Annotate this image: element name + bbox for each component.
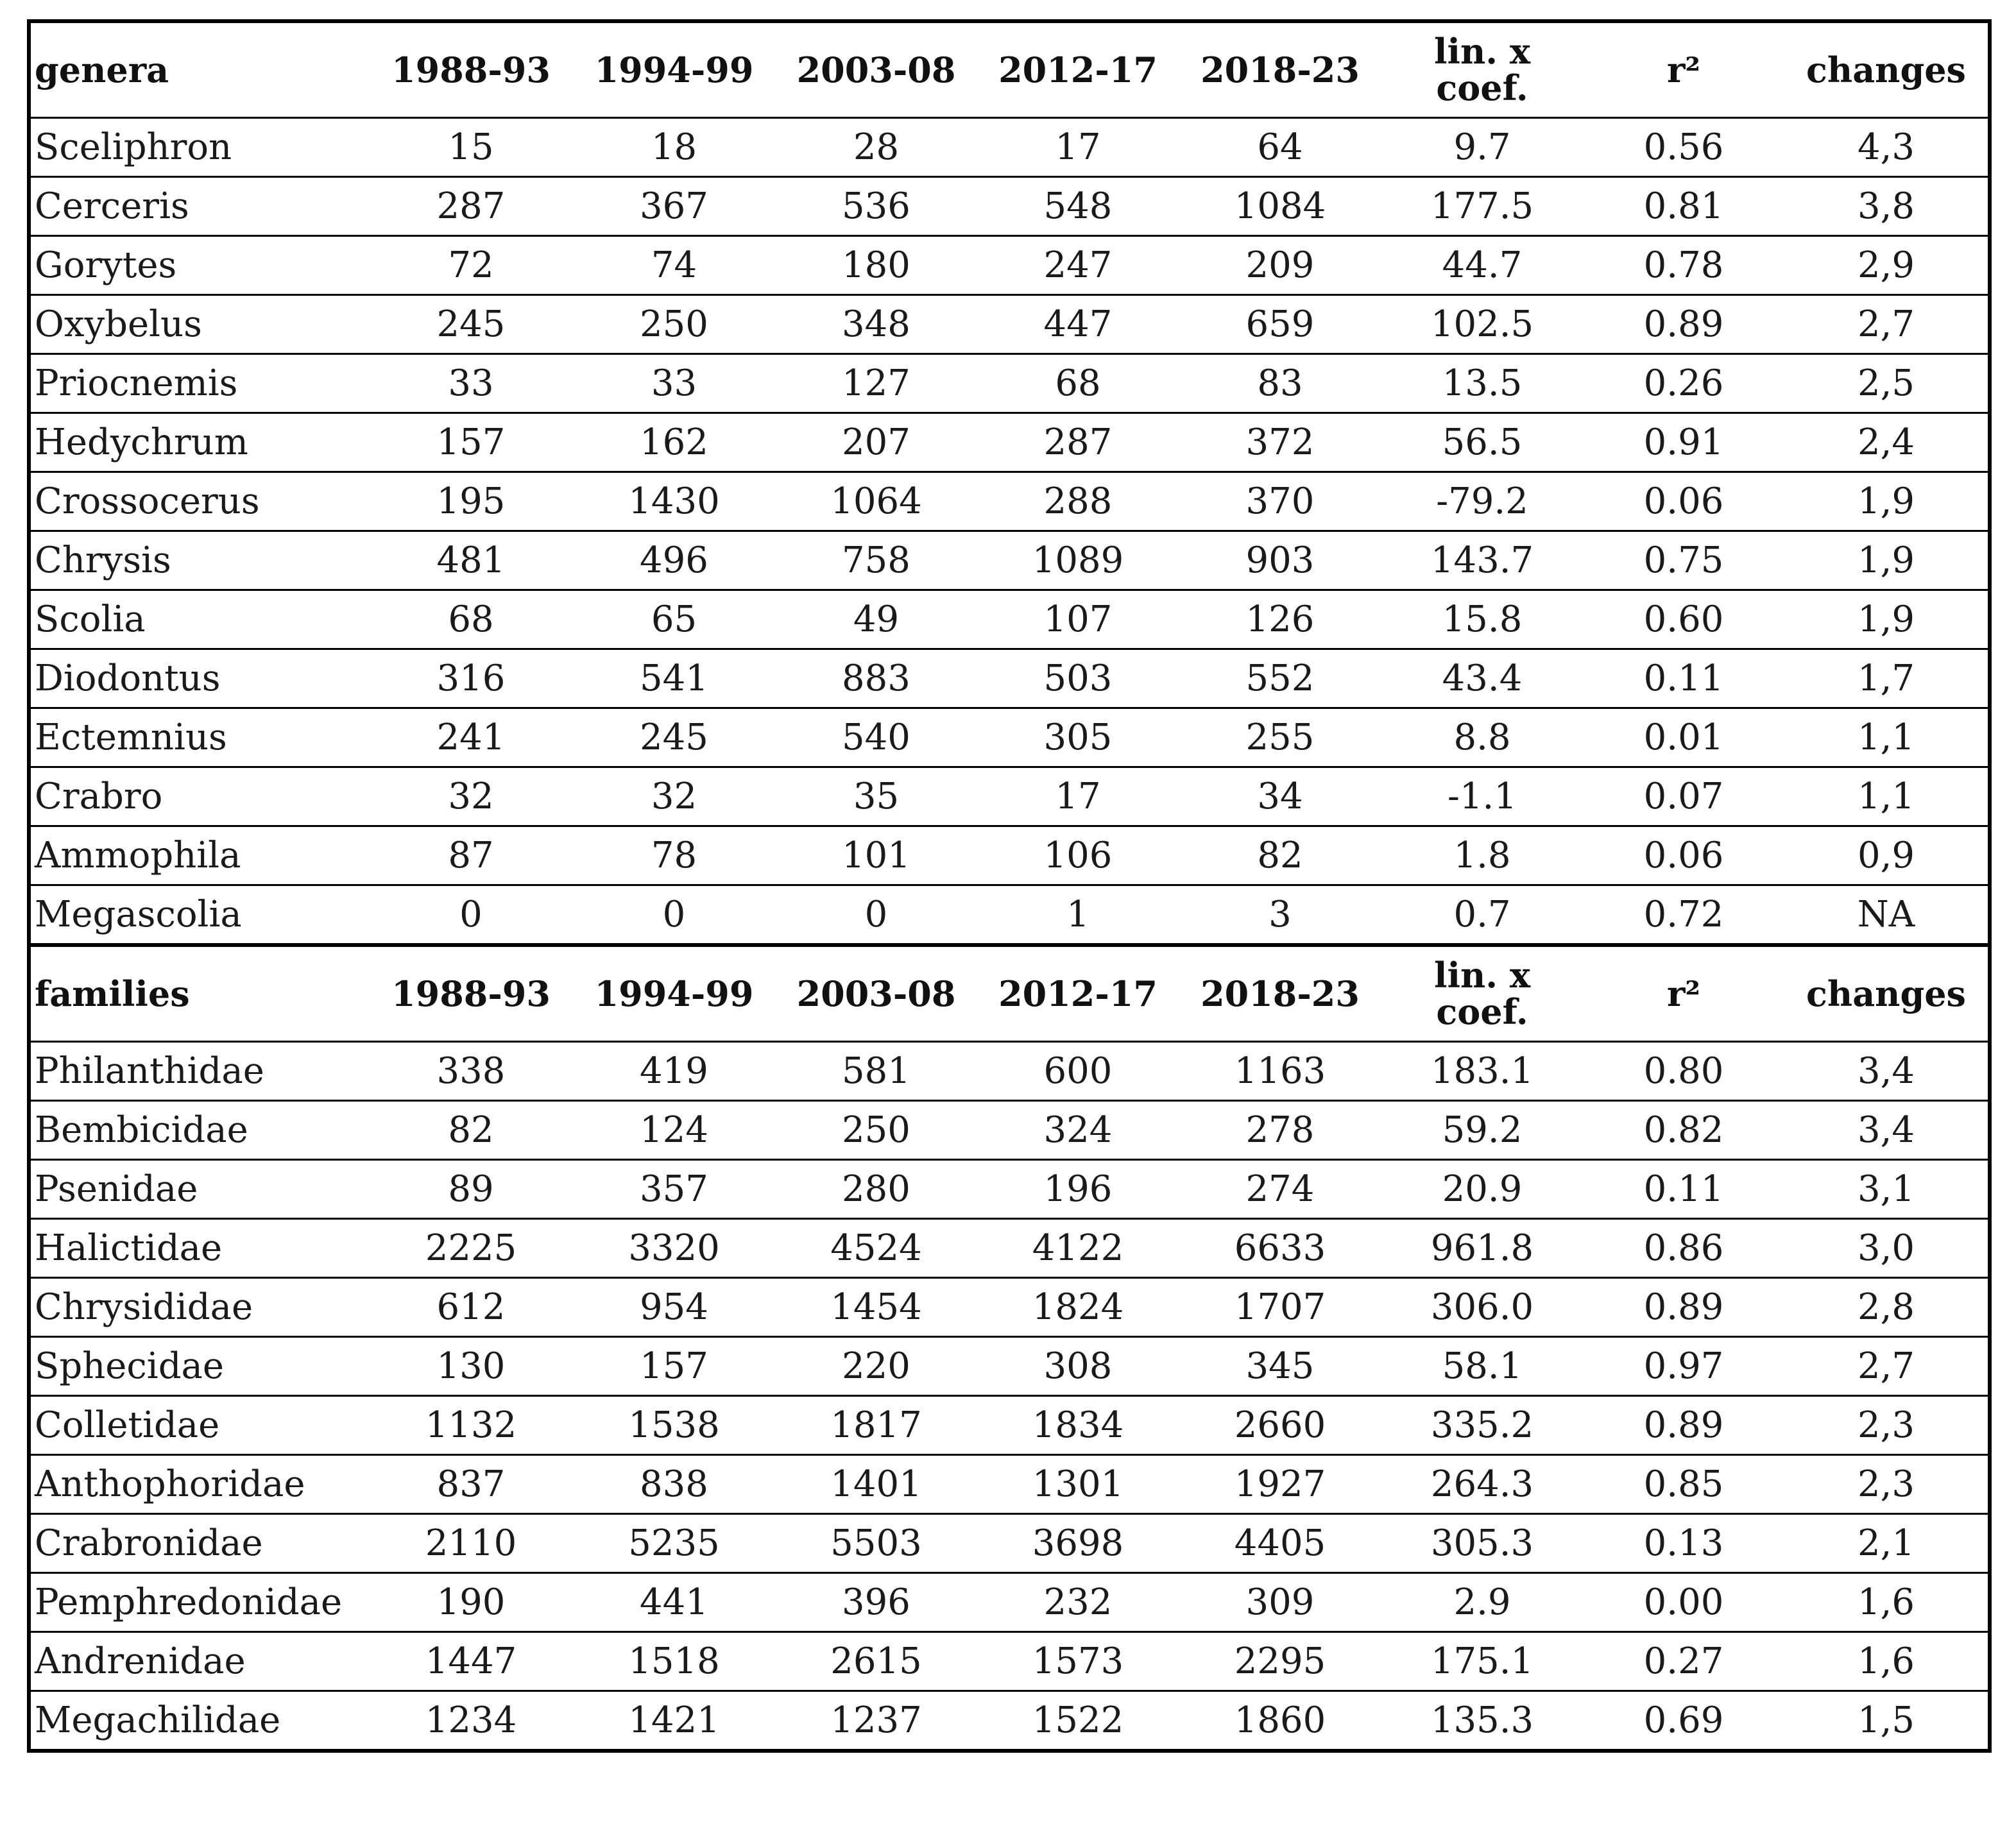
table-cell: 102.5	[1381, 295, 1583, 354]
row-label: Andrenidae	[29, 1632, 369, 1691]
table-cell: 35	[775, 767, 977, 826]
row-label: Bembicidae	[29, 1101, 369, 1160]
table-cell: 2,7	[1784, 1337, 1990, 1396]
table-cell: 2,5	[1784, 354, 1990, 413]
table-cell: 83	[1179, 354, 1381, 413]
table-cell: 316	[369, 649, 573, 708]
table-cell: 195	[369, 472, 573, 531]
table-cell: 961.8	[1381, 1219, 1583, 1278]
table-cell: 0.11	[1583, 649, 1784, 708]
table-cell: 1430	[573, 472, 775, 531]
column-header: 1988-93	[369, 945, 573, 1042]
table-cell: 33	[369, 354, 573, 413]
table-cell: 1834	[977, 1396, 1179, 1455]
table-cell: 264.3	[1381, 1455, 1583, 1514]
table-row	[29, 1691, 1990, 1751]
table-cell: 65	[573, 590, 775, 649]
column-header: lin. x coef.	[1381, 945, 1583, 1042]
column-header: r²	[1583, 21, 1784, 118]
table-cell: 1454	[775, 1278, 977, 1337]
table-cell: 0.01	[1583, 708, 1784, 767]
row-label: Ectemnius	[29, 708, 369, 767]
table-cell: 9.7	[1381, 118, 1583, 177]
table-cell: 1522	[977, 1691, 1179, 1751]
table-cell: 2615	[775, 1632, 977, 1691]
table-cell: 1,7	[1784, 649, 1990, 708]
table-cell: 1,9	[1784, 590, 1990, 649]
table-cell: 1064	[775, 472, 977, 531]
table-cell: 447	[977, 295, 1179, 354]
table-cell: 17	[977, 118, 1179, 177]
table-cell: 232	[977, 1573, 1179, 1632]
table-cell: 1447	[369, 1632, 573, 1691]
table-row	[29, 531, 1990, 590]
table-cell: 600	[977, 1042, 1179, 1101]
table-cell: 287	[369, 177, 573, 236]
row-label: Chrysis	[29, 531, 369, 590]
table-cell: 1,1	[1784, 767, 1990, 826]
table-cell: 15.8	[1381, 590, 1583, 649]
section-label: genera	[29, 21, 369, 118]
table-cell: 3,0	[1784, 1219, 1990, 1278]
table-cell: 3	[1179, 885, 1381, 946]
table-cell: 2110	[369, 1514, 573, 1573]
table-cell: 18	[573, 118, 775, 177]
table-row	[29, 413, 1990, 472]
table-row	[29, 1514, 1990, 1573]
table-cell: 503	[977, 649, 1179, 708]
table-cell: 130	[369, 1337, 573, 1396]
table-cell: 3698	[977, 1514, 1179, 1573]
row-label: Anthophoridae	[29, 1455, 369, 1514]
table-cell: 0.27	[1583, 1632, 1784, 1691]
table-cell: 49	[775, 590, 977, 649]
section-label: families	[29, 945, 369, 1042]
table-cell: 3,4	[1784, 1101, 1990, 1160]
table-cell: 0.69	[1583, 1691, 1784, 1751]
table-cell: 245	[369, 295, 573, 354]
table-row	[29, 354, 1990, 413]
table-cell: 1518	[573, 1632, 775, 1691]
table-cell: 1084	[1179, 177, 1381, 236]
table-cell: 68	[977, 354, 1179, 413]
table-cell: 659	[1179, 295, 1381, 354]
table-cell: 157	[573, 1337, 775, 1396]
row-label: Ammophila	[29, 826, 369, 885]
table-cell: 5235	[573, 1514, 775, 1573]
table-cell: 338	[369, 1042, 573, 1101]
table-cell: 250	[775, 1101, 977, 1160]
table-cell: 367	[573, 177, 775, 236]
column-header: 2018-23	[1179, 945, 1381, 1042]
table-cell: 32	[573, 767, 775, 826]
table-cell: 612	[369, 1278, 573, 1337]
row-label: Priocnemis	[29, 354, 369, 413]
table-row	[29, 177, 1990, 236]
column-header: 2012-17	[977, 945, 1179, 1042]
table-cell: 28	[775, 118, 977, 177]
table-cell: 3320	[573, 1219, 775, 1278]
table-cell: 305	[977, 708, 1179, 767]
table-cell: 0.89	[1583, 1396, 1784, 1455]
table-cell: 247	[977, 236, 1179, 295]
table-row	[29, 1160, 1990, 1219]
table-cell: 2,8	[1784, 1278, 1990, 1337]
column-header: 2003-08	[775, 945, 977, 1042]
table-cell: 581	[775, 1042, 977, 1101]
table-cell: 1237	[775, 1691, 977, 1751]
table-cell: 0.7	[1381, 885, 1583, 946]
table-cell: 287	[977, 413, 1179, 472]
column-header: changes	[1784, 945, 1990, 1042]
table-cell: 64	[1179, 118, 1381, 177]
table-cell: 0.72	[1583, 885, 1784, 946]
table-cell: 1,6	[1784, 1573, 1990, 1632]
table-row	[29, 1455, 1990, 1514]
table-cell: 8.8	[1381, 708, 1583, 767]
table-cell: 278	[1179, 1101, 1381, 1160]
table-row	[29, 236, 1990, 295]
table-cell: 241	[369, 708, 573, 767]
row-label: Colletidae	[29, 1396, 369, 1455]
table-cell: 68	[369, 590, 573, 649]
table-cell: 124	[573, 1101, 775, 1160]
table-cell: 82	[1179, 826, 1381, 885]
table-cell: 106	[977, 826, 1179, 885]
header-row	[29, 21, 1990, 118]
column-header: 2003-08	[775, 21, 977, 118]
table-cell: 0	[573, 885, 775, 946]
table-cell: 2,7	[1784, 295, 1990, 354]
table-cell: 157	[369, 413, 573, 472]
table-cell: 1,9	[1784, 472, 1990, 531]
table-row	[29, 1573, 1990, 1632]
table-cell: 15	[369, 118, 573, 177]
table-cell: 82	[369, 1101, 573, 1160]
table-cell: 2,1	[1784, 1514, 1990, 1573]
table-cell: 1824	[977, 1278, 1179, 1337]
table-cell: 2295	[1179, 1632, 1381, 1691]
table-cell: NA	[1784, 885, 1990, 946]
header-row	[29, 945, 1990, 1042]
table-cell: 288	[977, 472, 1179, 531]
table-row	[29, 826, 1990, 885]
row-label: Sceliphron	[29, 118, 369, 177]
table-cell: 308	[977, 1337, 1179, 1396]
table-cell: 1860	[1179, 1691, 1381, 1751]
table-cell: 17	[977, 767, 1179, 826]
table-cell: 2,3	[1784, 1455, 1990, 1514]
table-row	[29, 590, 1990, 649]
table-cell: 0.97	[1583, 1337, 1784, 1396]
table-cell: 1,5	[1784, 1691, 1990, 1751]
table-cell: 3,1	[1784, 1160, 1990, 1219]
table-row	[29, 472, 1990, 531]
table-cell: -1.1	[1381, 767, 1583, 826]
table-cell: 1421	[573, 1691, 775, 1751]
table-cell: 175.1	[1381, 1632, 1583, 1691]
table-cell: 1707	[1179, 1278, 1381, 1337]
table-cell: 59.2	[1381, 1101, 1583, 1160]
table-cell: 78	[573, 826, 775, 885]
table-cell: 20.9	[1381, 1160, 1583, 1219]
table-cell: 306.0	[1381, 1278, 1583, 1337]
table-cell: 324	[977, 1101, 1179, 1160]
table-row	[29, 1396, 1990, 1455]
table-cell: 0.56	[1583, 118, 1784, 177]
table-cell: 34	[1179, 767, 1381, 826]
table-cell: 4,3	[1784, 118, 1990, 177]
table-cell: 1	[977, 885, 1179, 946]
table-cell: 5503	[775, 1514, 977, 1573]
table-row	[29, 767, 1990, 826]
table-cell: 0,9	[1784, 826, 1990, 885]
row-label: Psenidae	[29, 1160, 369, 1219]
row-label: Cerceris	[29, 177, 369, 236]
table-cell: 541	[573, 649, 775, 708]
row-label: Halictidae	[29, 1219, 369, 1278]
table-row	[29, 1219, 1990, 1278]
table-row	[29, 1042, 1990, 1101]
column-header: 1994-99	[573, 945, 775, 1042]
table-cell: 274	[1179, 1160, 1381, 1219]
table-cell: 758	[775, 531, 977, 590]
table-row	[29, 1101, 1990, 1160]
table-cell: 1234	[369, 1691, 573, 1751]
table-cell: 2.9	[1381, 1573, 1583, 1632]
table-cell: 126	[1179, 590, 1381, 649]
table-row	[29, 885, 1990, 946]
table-cell: 183.1	[1381, 1042, 1583, 1101]
table-cell: 2,3	[1784, 1396, 1990, 1455]
table-cell: 196	[977, 1160, 1179, 1219]
table-cell: 1301	[977, 1455, 1179, 1514]
column-header: changes	[1784, 21, 1990, 118]
table-cell: 0.13	[1583, 1514, 1784, 1573]
table-cell: 245	[573, 708, 775, 767]
data-table	[27, 19, 1992, 1753]
table-cell: 74	[573, 236, 775, 295]
table-cell: 0	[775, 885, 977, 946]
table-cell: 33	[573, 354, 775, 413]
table-cell: 1817	[775, 1396, 977, 1455]
row-label: Sphecidae	[29, 1337, 369, 1396]
table-cell: 0.78	[1583, 236, 1784, 295]
table-cell: 1573	[977, 1632, 1179, 1691]
table-cell: 348	[775, 295, 977, 354]
table-cell: 43.4	[1381, 649, 1583, 708]
table-row	[29, 1632, 1990, 1691]
table-cell: 250	[573, 295, 775, 354]
row-label: Gorytes	[29, 236, 369, 295]
table-cell: 1.8	[1381, 826, 1583, 885]
table-cell: 0.06	[1583, 472, 1784, 531]
column-header: lin. x coef.	[1381, 21, 1583, 118]
table-row	[29, 118, 1990, 177]
table-cell: 536	[775, 177, 977, 236]
row-label: Hedychrum	[29, 413, 369, 472]
table-cell: 2660	[1179, 1396, 1381, 1455]
table-cell: 101	[775, 826, 977, 885]
table-cell: 481	[369, 531, 573, 590]
row-label: Crabronidae	[29, 1514, 369, 1573]
table-cell: 1,1	[1784, 708, 1990, 767]
table-cell: 335.2	[1381, 1396, 1583, 1455]
column-header: r²	[1583, 945, 1784, 1042]
table-cell: 0.00	[1583, 1573, 1784, 1632]
table-cell: 1401	[775, 1455, 977, 1514]
table-cell: 2225	[369, 1219, 573, 1278]
table-cell: 1538	[573, 1396, 775, 1455]
table-cell: 837	[369, 1455, 573, 1514]
table-cell: 2,9	[1784, 236, 1990, 295]
row-label: Pemphredonidae	[29, 1573, 369, 1632]
table-cell: 552	[1179, 649, 1381, 708]
table-cell: 209	[1179, 236, 1381, 295]
table-row	[29, 1278, 1990, 1337]
table-cell: 4405	[1179, 1514, 1381, 1573]
table-cell: 190	[369, 1573, 573, 1632]
table-cell: 548	[977, 177, 1179, 236]
table-cell: 1163	[1179, 1042, 1381, 1101]
column-header: 1988-93	[369, 21, 573, 118]
table-cell: 162	[573, 413, 775, 472]
table-cell: 0.75	[1583, 531, 1784, 590]
table-cell: 2,4	[1784, 413, 1990, 472]
table-row	[29, 295, 1990, 354]
row-label: Diodontus	[29, 649, 369, 708]
table-cell: 4122	[977, 1219, 1179, 1278]
table-cell: 0.11	[1583, 1160, 1784, 1219]
table-cell: 0.60	[1583, 590, 1784, 649]
table-cell: 0.26	[1583, 354, 1784, 413]
table-cell: 1,6	[1784, 1632, 1990, 1691]
row-label: Oxybelus	[29, 295, 369, 354]
table-cell: 255	[1179, 708, 1381, 767]
column-header: 2018-23	[1179, 21, 1381, 118]
table-cell: 883	[775, 649, 977, 708]
table-cell: 0.89	[1583, 295, 1784, 354]
table-cell: 1,9	[1784, 531, 1990, 590]
table-cell: 305.3	[1381, 1514, 1583, 1573]
table-cell: 3,4	[1784, 1042, 1990, 1101]
table-cell: 496	[573, 531, 775, 590]
row-label: Philanthidae	[29, 1042, 369, 1101]
table-cell: 396	[775, 1573, 977, 1632]
table-cell: 135.3	[1381, 1691, 1583, 1751]
table-cell: 0.80	[1583, 1042, 1784, 1101]
table-cell: 540	[775, 708, 977, 767]
table-cell: 32	[369, 767, 573, 826]
row-label: Crabro	[29, 767, 369, 826]
table-cell: 89	[369, 1160, 573, 1219]
table-cell: 903	[1179, 531, 1381, 590]
column-header: 1994-99	[573, 21, 775, 118]
table-cell: 280	[775, 1160, 977, 1219]
table-cell: 127	[775, 354, 977, 413]
table-cell: 309	[1179, 1573, 1381, 1632]
table-cell: 177.5	[1381, 177, 1583, 236]
row-label: Scolia	[29, 590, 369, 649]
table-cell: 954	[573, 1278, 775, 1337]
table-cell: 1927	[1179, 1455, 1381, 1514]
table-cell: -79.2	[1381, 472, 1583, 531]
table-cell: 0.82	[1583, 1101, 1784, 1160]
table-cell: 0.81	[1583, 177, 1784, 236]
table-cell: 372	[1179, 413, 1381, 472]
table-cell: 207	[775, 413, 977, 472]
table-cell: 370	[1179, 472, 1381, 531]
table-cell: 4524	[775, 1219, 977, 1278]
table-row	[29, 708, 1990, 767]
table-cell: 357	[573, 1160, 775, 1219]
table-cell: 838	[573, 1455, 775, 1514]
table-cell: 0.06	[1583, 826, 1784, 885]
table-cell: 1132	[369, 1396, 573, 1455]
table-cell: 441	[573, 1573, 775, 1632]
table-cell: 58.1	[1381, 1337, 1583, 1396]
table-cell: 72	[369, 236, 573, 295]
table-cell: 419	[573, 1042, 775, 1101]
table-cell: 180	[775, 236, 977, 295]
table-cell: 3,8	[1784, 177, 1990, 236]
table-cell: 13.5	[1381, 354, 1583, 413]
table-cell: 107	[977, 590, 1179, 649]
row-label: Chrysididae	[29, 1278, 369, 1337]
table-cell: 0.86	[1583, 1219, 1784, 1278]
table-cell: 220	[775, 1337, 977, 1396]
table-cell: 44.7	[1381, 236, 1583, 295]
table-cell: 143.7	[1381, 531, 1583, 590]
table-cell: 87	[369, 826, 573, 885]
table-cell: 0.89	[1583, 1278, 1784, 1337]
table-cell: 1089	[977, 531, 1179, 590]
table-cell: 0.07	[1583, 767, 1784, 826]
row-label: Megachilidae	[29, 1691, 369, 1751]
row-label: Crossocerus	[29, 472, 369, 531]
row-label: Megascolia	[29, 885, 369, 946]
table-cell: 0	[369, 885, 573, 946]
table-cell: 0.85	[1583, 1455, 1784, 1514]
table-cell: 345	[1179, 1337, 1381, 1396]
table-row	[29, 1337, 1990, 1396]
table-cell: 56.5	[1381, 413, 1583, 472]
column-header: 2012-17	[977, 21, 1179, 118]
table-cell: 0.91	[1583, 413, 1784, 472]
table-row	[29, 649, 1990, 708]
table-cell: 6633	[1179, 1219, 1381, 1278]
